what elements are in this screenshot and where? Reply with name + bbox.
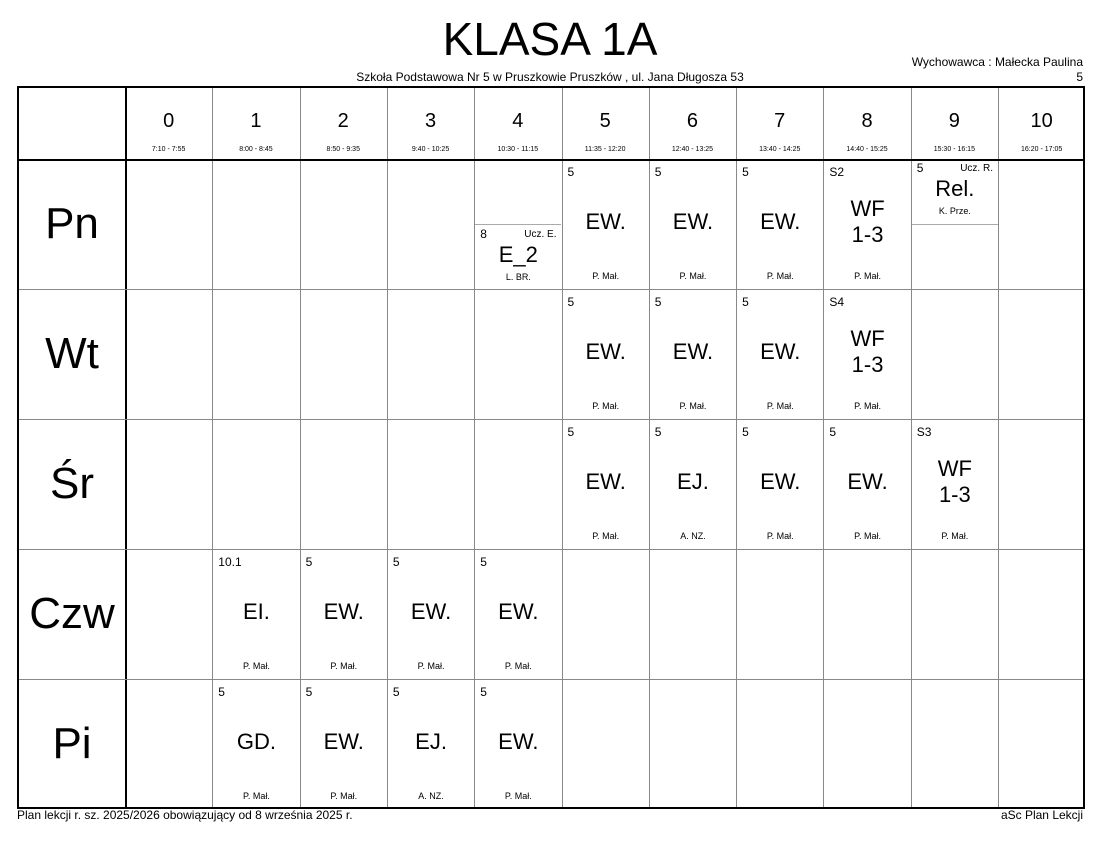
- lesson-group: Ucz. R.: [960, 163, 993, 174]
- lesson-teacher: P. Mał.: [766, 271, 794, 281]
- period-number: 10: [1030, 110, 1053, 132]
- lesson-room: 5: [305, 685, 313, 699]
- page-number: 5: [1076, 70, 1083, 84]
- day-column-divider: [125, 88, 127, 807]
- period-number: 7: [774, 110, 786, 132]
- lesson-teacher: P. Mał.: [592, 401, 620, 411]
- lesson-teacher: P. Mał.: [592, 271, 620, 281]
- lesson-subject: EW.: [585, 339, 626, 364]
- lesson-teacher: P. Mał.: [679, 271, 707, 281]
- lesson-teacher: P. Mał.: [504, 791, 532, 801]
- period-time: 10:30 - 11:15: [497, 146, 539, 153]
- lesson-room: 5: [654, 165, 662, 179]
- lesson-subject: EJ.: [677, 469, 709, 494]
- lesson-teacher: L. BR.: [505, 272, 531, 282]
- lesson-cell[interactable]: [563, 419, 649, 549]
- lesson-subject: EW.: [672, 339, 714, 364]
- timetable-grid: [17, 86, 1085, 809]
- lesson-room: 5: [392, 685, 400, 699]
- lesson-subject: Rel.: [935, 176, 975, 201]
- period-time: 13:40 - 14:25: [759, 146, 801, 153]
- lesson-subject: GD.: [236, 729, 276, 754]
- period-time: 8:00 - 8:45: [239, 146, 273, 153]
- lesson-subject: EW.: [323, 729, 364, 754]
- lesson-cell[interactable]: [301, 679, 387, 809]
- lesson-teacher: P. Mał.: [679, 401, 707, 411]
- lesson-subject-group: 1-3: [851, 222, 884, 247]
- lesson-cell[interactable]: [475, 224, 561, 290]
- lesson-subject-group: 1-3: [938, 482, 971, 507]
- period-number: 6: [686, 110, 698, 132]
- lesson-teacher: P. Mał.: [330, 661, 358, 671]
- lesson-subject: EI.: [242, 599, 270, 624]
- lesson-cell[interactable]: [563, 289, 649, 419]
- lesson-cell[interactable]: [824, 419, 910, 549]
- lesson-subject: WF: [850, 326, 885, 351]
- lesson-room: 5: [392, 555, 400, 569]
- period-time: 15:30 - 16:15: [933, 146, 975, 153]
- lesson-group: Ucz. E.: [524, 229, 557, 240]
- class-teacher: Wychowawca : Małecka Paulina: [911, 55, 1083, 69]
- lesson-subject: EW.: [672, 209, 714, 234]
- period-number: 4: [512, 110, 524, 132]
- lesson-teacher: A. NZ.: [418, 791, 444, 801]
- period-number: 5: [599, 110, 611, 132]
- lesson-cell[interactable]: [650, 289, 736, 419]
- lesson-subject: EW.: [585, 469, 626, 494]
- lesson-cell[interactable]: [737, 159, 823, 289]
- lesson-cell[interactable]: [737, 419, 823, 549]
- period-number: 0: [163, 110, 175, 132]
- lesson-room: 5: [742, 295, 749, 309]
- lesson-cell[interactable]: [824, 159, 910, 289]
- lesson-subject: EW.: [323, 599, 364, 624]
- lesson-cell[interactable]: [650, 159, 736, 289]
- lesson-room: 5: [829, 425, 837, 439]
- lesson-room: 5: [742, 165, 749, 179]
- lesson-room: 5: [480, 685, 487, 699]
- lesson-cell[interactable]: [213, 549, 299, 679]
- lesson-cell[interactable]: [301, 549, 387, 679]
- lesson-subject: EW.: [847, 469, 888, 494]
- period-number: 3: [424, 110, 437, 132]
- lesson-subject: EW.: [498, 729, 539, 754]
- period-number: 9: [948, 110, 960, 132]
- lesson-room: 5: [567, 425, 575, 439]
- lesson-room: 5: [567, 295, 575, 309]
- lesson-teacher: P. Mał.: [854, 531, 881, 541]
- footer-software: aSc Plan Lekcji: [1000, 808, 1083, 822]
- lesson-room: S2: [829, 165, 845, 179]
- lesson-room: S4: [829, 295, 845, 309]
- school-name: Szkoła Podstawowa Nr 5 w Pruszkowie Pruszków , ul. Jana Długosza 53: [356, 70, 744, 84]
- lesson-teacher: P. Mał.: [854, 271, 881, 281]
- lesson-subject: EW.: [410, 599, 452, 624]
- lesson-room: 5: [218, 685, 225, 699]
- period-time: 8:50 - 9:35: [326, 146, 360, 153]
- page-title: KLASA 1A: [442, 13, 658, 65]
- lesson-cell[interactable]: [737, 289, 823, 419]
- period-time: 9:40 - 10:25: [411, 146, 450, 153]
- period-time: 14:40 - 15:25: [846, 146, 888, 153]
- lesson-teacher: P. Mał.: [766, 401, 794, 411]
- lesson-teacher: P. Mał.: [854, 401, 881, 411]
- lesson-room: 5: [305, 555, 313, 569]
- lesson-teacher: P. Mał.: [243, 661, 270, 671]
- lesson-teacher: P. Mał.: [504, 661, 532, 671]
- lesson-teacher: A. NZ.: [680, 531, 706, 541]
- lesson-cell[interactable]: [912, 159, 998, 225]
- lesson-teacher: P. Mał.: [243, 791, 270, 801]
- lesson-teacher: P. Mał.: [592, 531, 620, 541]
- lesson-cell[interactable]: [213, 679, 299, 809]
- period-number: 2: [337, 110, 349, 132]
- footer-validity: Plan lekcji r. sz. 2025/2026 obowiązujący od 8 września 2025 r.: [17, 808, 353, 822]
- period-number: 1: [250, 110, 262, 132]
- day-label: Czw: [29, 589, 115, 638]
- lesson-room: 5: [480, 555, 487, 569]
- lesson-subject: EW.: [760, 339, 801, 364]
- lesson-cell[interactable]: [388, 679, 474, 809]
- lesson-room: 5: [742, 425, 749, 439]
- lesson-teacher: P. Mał.: [330, 791, 358, 801]
- lesson-room: S3: [916, 425, 932, 439]
- lesson-room: 5: [916, 161, 924, 175]
- lesson-room: 8: [480, 227, 487, 241]
- period-divider: [998, 88, 999, 807]
- lesson-cell[interactable]: [912, 419, 998, 549]
- lesson-cell[interactable]: [563, 159, 649, 289]
- lesson-room: 5: [654, 425, 662, 439]
- period-time: 7:10 - 7:55: [151, 146, 186, 153]
- lesson-subject: EW.: [760, 209, 801, 234]
- lesson-subject: EJ.: [415, 729, 447, 754]
- lesson-subject: WF: [850, 196, 885, 221]
- period-number: 8: [861, 110, 873, 132]
- lesson-subject: EW.: [498, 599, 539, 624]
- lesson-subject: EW.: [585, 209, 626, 234]
- lesson-room: 5: [567, 165, 575, 179]
- lesson-cell[interactable]: [475, 679, 561, 809]
- period-time: 12:40 - 13:25: [671, 146, 714, 153]
- lesson-cell[interactable]: [650, 419, 736, 549]
- lesson-subject-group: 1-3: [851, 352, 884, 377]
- period-time: 11:35 - 12:20: [584, 146, 626, 153]
- lesson-cell[interactable]: [475, 549, 561, 679]
- lesson-cell[interactable]: [824, 289, 910, 419]
- lesson-teacher: P. Mał.: [766, 531, 794, 541]
- day-label: Pi: [52, 719, 92, 768]
- lesson-subject: E_2: [498, 242, 538, 267]
- lesson-subject: EW.: [760, 469, 801, 494]
- lesson-subject: WF: [937, 456, 972, 481]
- day-label: Śr: [50, 459, 94, 508]
- day-label: Pn: [45, 199, 99, 248]
- lesson-room: 10.1: [218, 555, 242, 569]
- lesson-teacher: P. Mał.: [941, 531, 969, 541]
- period-time: 16:20 - 17:05: [1021, 146, 1063, 153]
- day-label: Wt: [45, 329, 99, 378]
- lesson-teacher: K. Prze.: [938, 206, 971, 216]
- lesson-teacher: P. Mał.: [417, 661, 445, 671]
- lesson-cell[interactable]: [388, 549, 474, 679]
- lesson-room: 5: [654, 295, 662, 309]
